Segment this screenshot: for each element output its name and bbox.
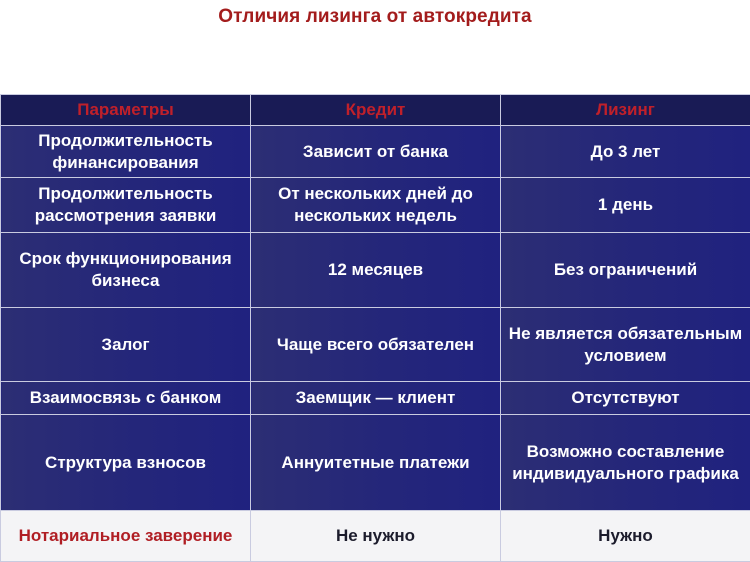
credit-cell: Аннуитетные платежи: [251, 415, 501, 511]
header-cell-leasing: Лизинг: [501, 95, 750, 126]
table-row: [1, 511, 750, 562]
leasing-cell: До 3 лет: [501, 126, 750, 178]
table-row: [1, 233, 750, 308]
table-row: [1, 382, 750, 415]
table-row: [1, 178, 750, 233]
row-label: Залог: [1, 308, 251, 382]
row-label: Продолжительность рассмотрения заявки: [1, 178, 251, 233]
row-label: Продолжительность финансирования: [1, 126, 251, 178]
leasing-cell: Без ограничений: [501, 233, 750, 308]
leasing-cell: Отсутствуют: [501, 382, 750, 415]
table-row: [1, 415, 750, 511]
credit-cell: Зависит от банка: [251, 126, 501, 178]
table-header-row: [1, 95, 750, 126]
credit-cell: Заемщик — клиент: [251, 382, 501, 415]
row-label: Срок функционирования бизнеса: [1, 233, 251, 308]
header-cell-credit: Кредит: [251, 95, 501, 126]
leasing-cell: Возможно составление индивидуального графика: [501, 415, 750, 511]
row-label: Нотариальное заверение: [1, 511, 251, 562]
table-row: [1, 126, 750, 178]
credit-cell: 12 месяцев: [251, 233, 501, 308]
credit-cell: Не нужно: [251, 511, 501, 562]
row-label: Структура взносов: [1, 415, 251, 511]
leasing-cell: 1 день: [501, 178, 750, 233]
credit-cell: От нескольких дней до нескольких недель: [251, 178, 501, 233]
row-label: Взаимосвязь с банком: [1, 382, 251, 415]
credit-cell: Чаще всего обязателен: [251, 308, 501, 382]
leasing-cell: Нужно: [501, 511, 750, 562]
comparison-table: [0, 94, 750, 562]
slide-title: Отличия лизинга от автокредита: [0, 6, 750, 28]
header-cell-parameters: Параметры: [1, 95, 251, 126]
table-row: [1, 308, 750, 382]
leasing-cell: Не является обязательным условием: [501, 308, 750, 382]
